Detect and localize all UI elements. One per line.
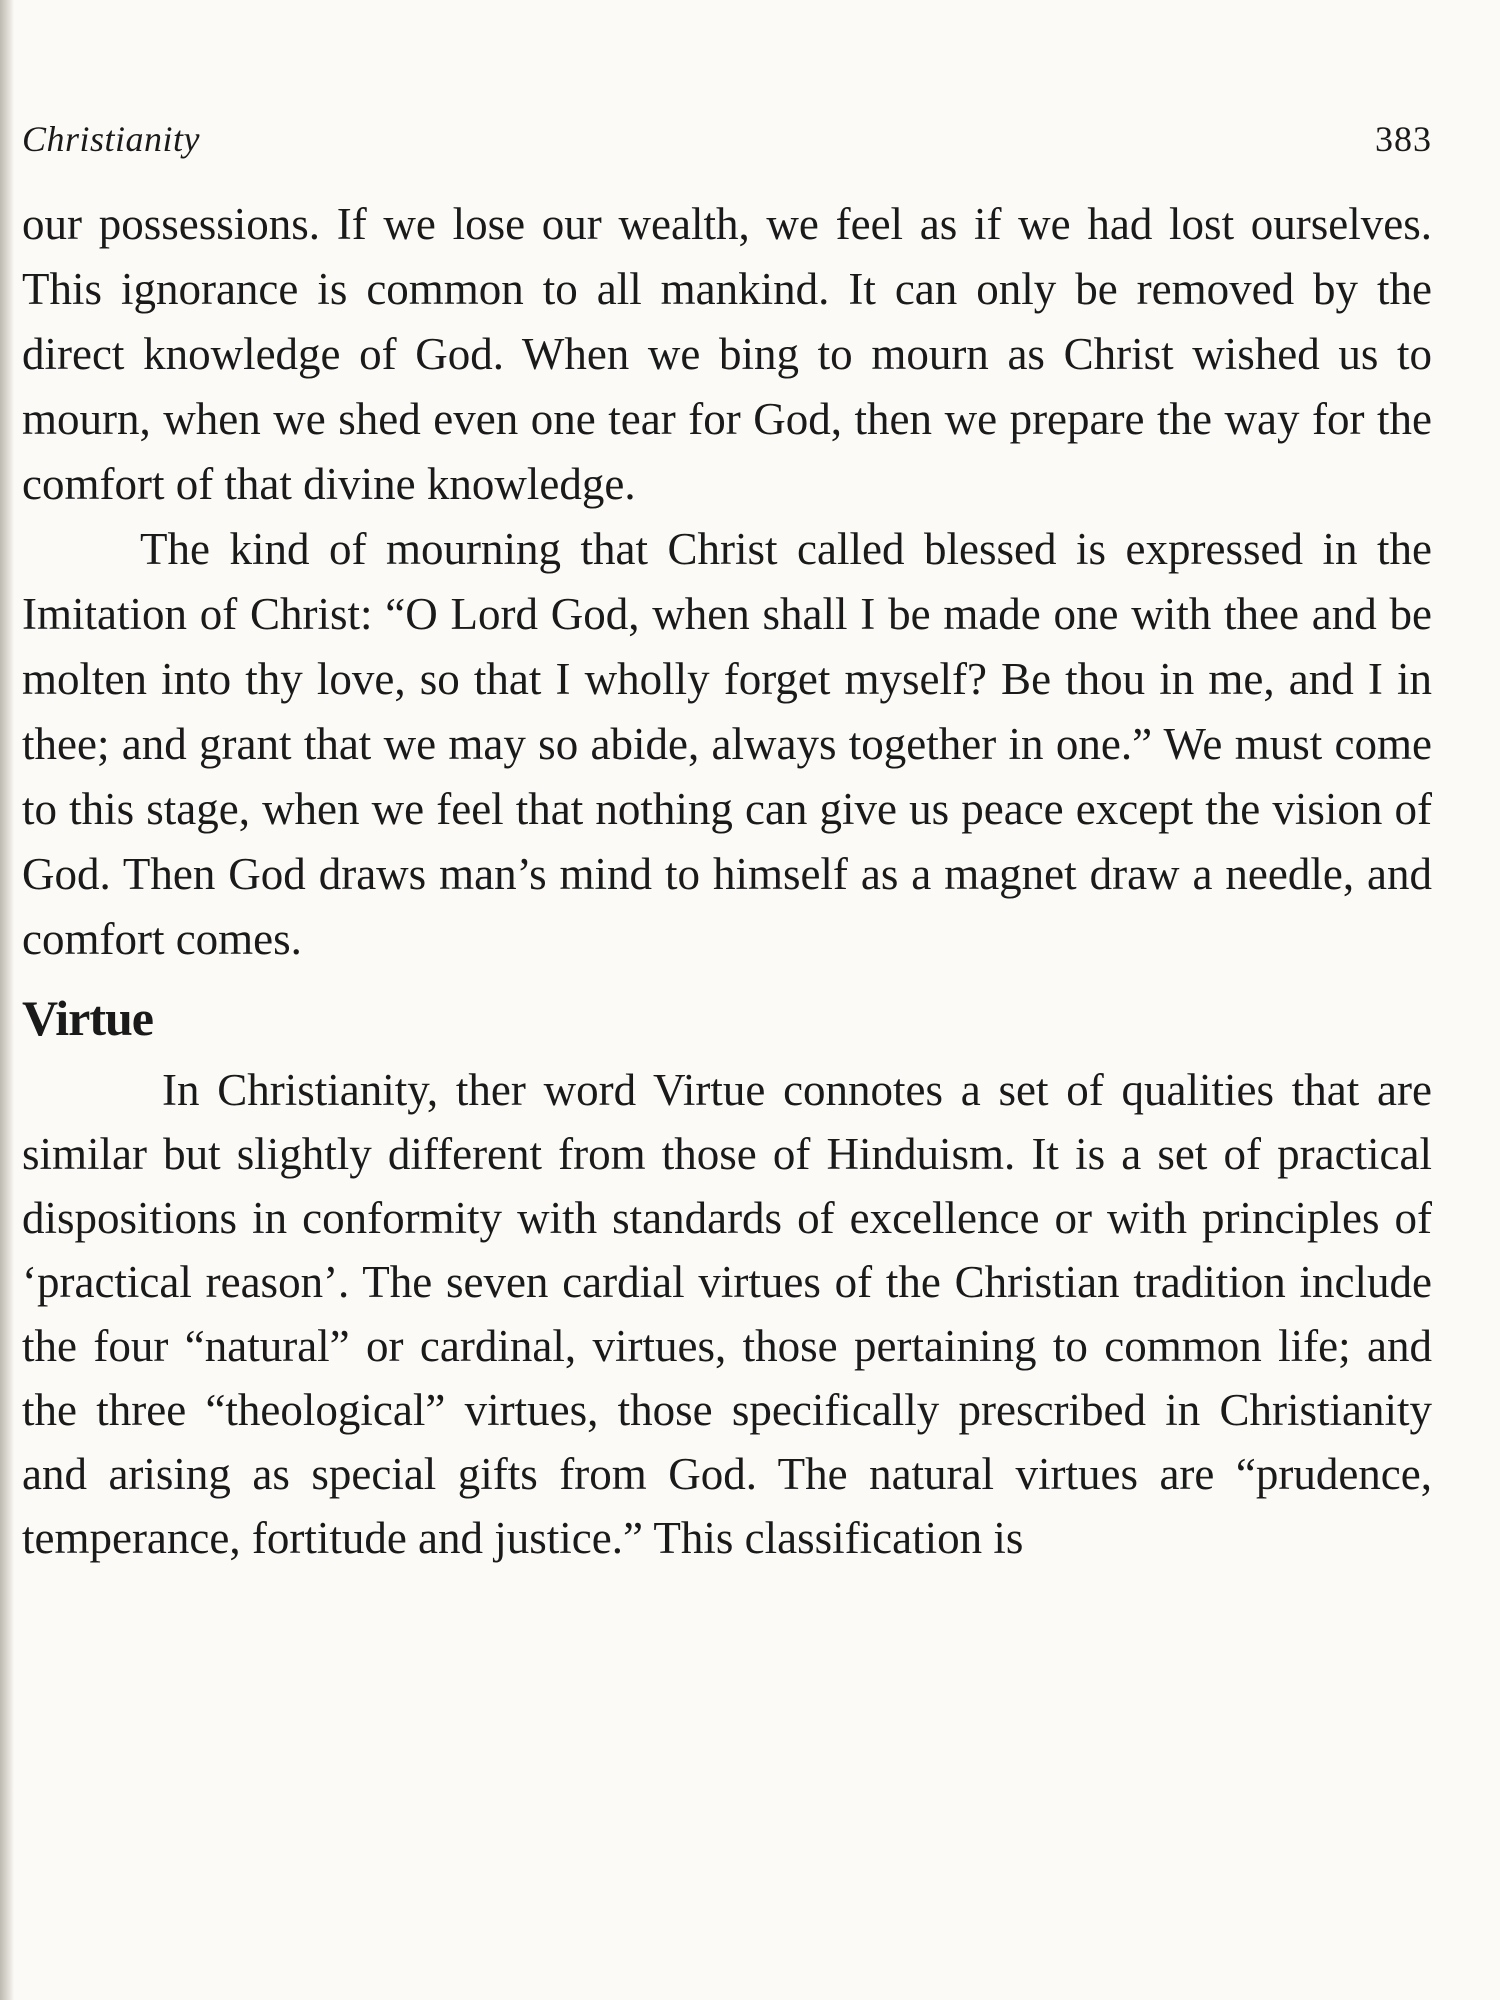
running-title: Christianity bbox=[22, 119, 201, 159]
page-number: 383 bbox=[1375, 119, 1432, 159]
paragraph-mourning: The kind of mourning that Christ called blessed is expressed in the Imitation of Christ: “O Lord God, when shall I be made one with thee and be molten into thy love, so that I wholly forget myself? Be thou in me, and I in thee; and grant that we may so abide, always together in one.” We must come to this stage, when we feel that nothing can give us peace except the vision of God. Then God draws man’s mind to himself as a magnet draw a needle, and comfort comes. bbox=[22, 524, 1432, 964]
paragraph-continued: our possessions. If we lose our wealth, we feel as if we had lost ourselves. This ignorance is common to all mankind. It can only be removed by the direct knowledge of God. When we bing to mourn as Christ wished us to mourn, when we shed even one tear for God, then we prepare the way for the comfort of that divine knowledge. bbox=[22, 199, 1432, 509]
book-page bbox=[22, 118, 1432, 1570]
paragraph-virtue: In Christianity, ther word Virtue connotes a set of qualities that are similar but slightly different from those of Hinduism. It is a set of practical dispositions in conformity with standards of excellence or with principles of ‘practical reason’. The seven cardial virtues of the Christian tradition include the four “natural” or cardinal, virtues, those pertaining to common life; and the three “theological” virtues, those specifically prescribed in Christianity and arising as special gifts from God. The natural virtues are “prudence, temperance, fortitude and justice.” This classification is bbox=[22, 1065, 1432, 1563]
section-heading-virtue: Virtue bbox=[22, 990, 153, 1046]
running-header bbox=[22, 118, 1432, 174]
book-gutter-shadow bbox=[0, 0, 14, 2000]
